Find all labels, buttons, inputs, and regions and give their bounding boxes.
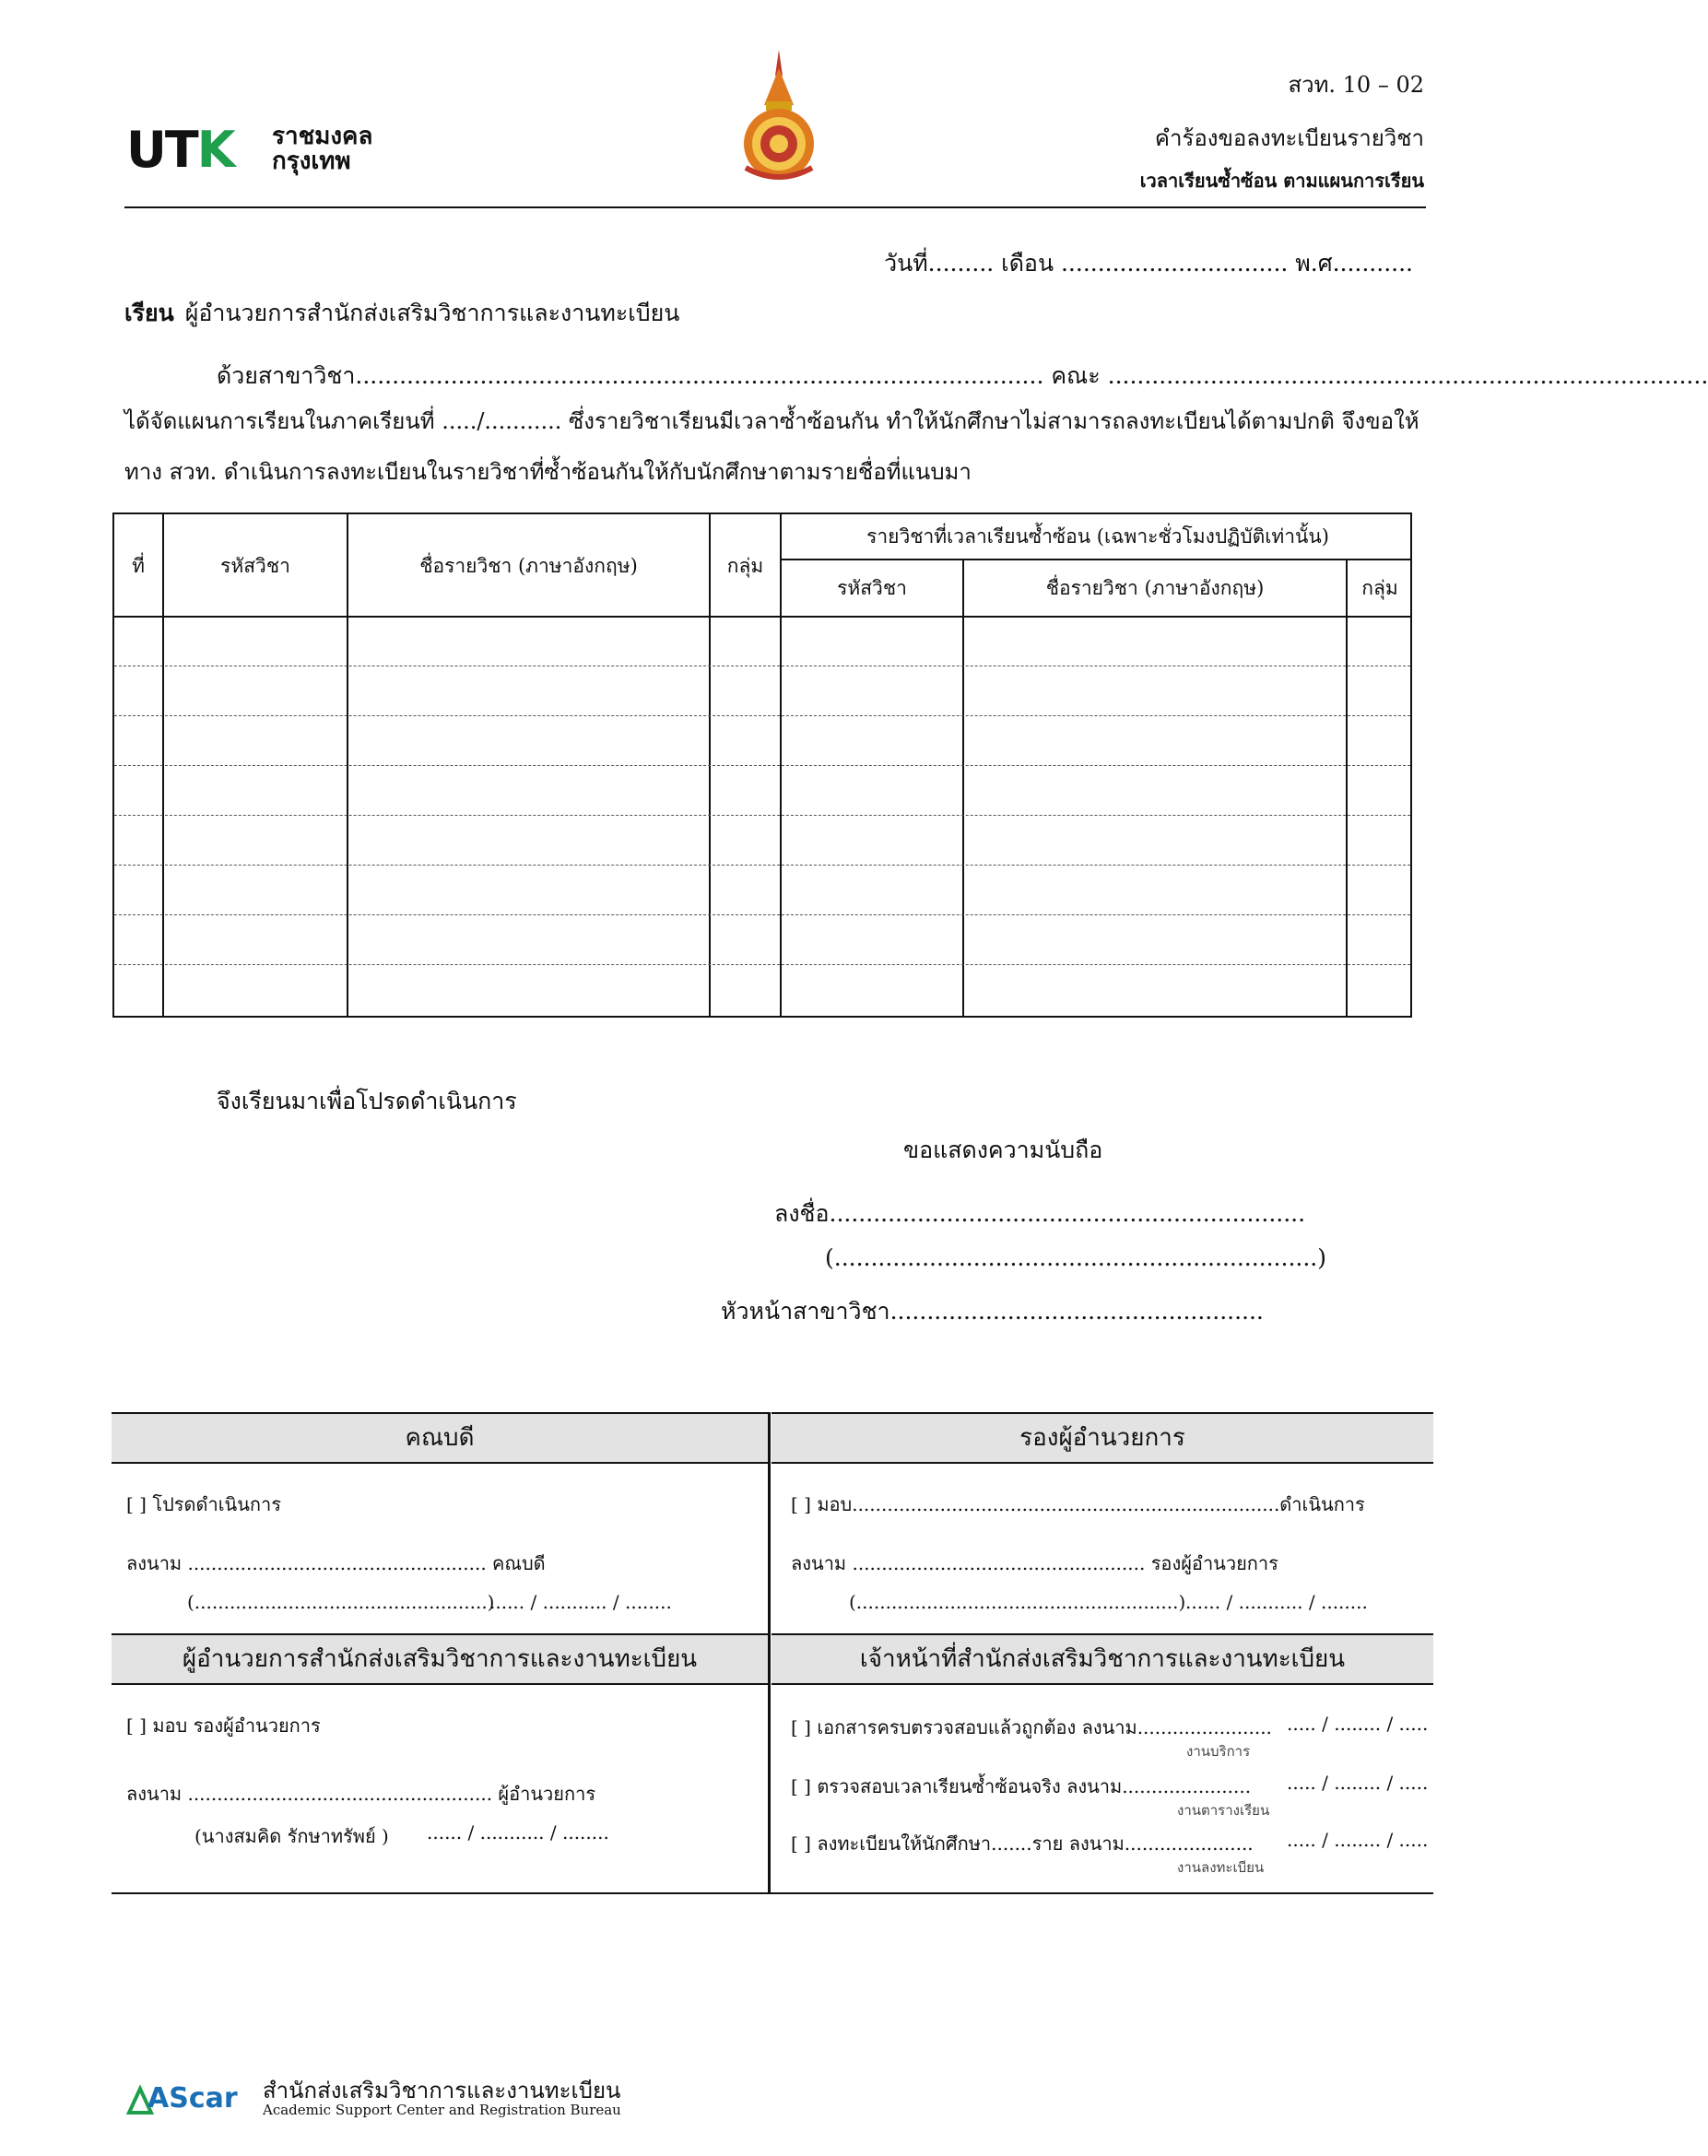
director-header: ผู้อำนวยการสำนักส่งเสริมวิชาการและงานทะเบียน bbox=[112, 1633, 768, 1685]
table-row-divider bbox=[114, 715, 1410, 716]
utk-logo-name bbox=[272, 124, 372, 174]
footer-office-name-th: สำนักส่งเสริมวิชาการและงานทะเบียน bbox=[263, 2078, 621, 2103]
column-header-group: กลุ่ม bbox=[726, 555, 764, 577]
plan-line[interactable]: ได้จัดแผนการเรียนในภาคเรียนที่ ...../........... ซึ่งรายวิชาเรียนมีเวลาซ้ำซ้อนกัน ทำให้นักศึกษาไม่สามารถลงทะเบียนได้ตามปกติ จึงขอให้ bbox=[124, 408, 1419, 434]
signature-name-line[interactable]: (..................................................................) bbox=[825, 1244, 1326, 1271]
ascar-logo-text: AScar bbox=[147, 2082, 238, 2115]
document-title: คำร้องขอลงทะเบียนรายวิชา bbox=[1154, 125, 1424, 151]
column-header-overlap-group: กลุ่ม bbox=[1361, 577, 1398, 599]
dean-approve-checkbox[interactable]: [ ] โปรดดำเนินการ bbox=[126, 1493, 281, 1515]
university-emblem bbox=[733, 48, 825, 184]
column-header-overlap-name: ชื่อรายวิชา (ภาษาอังกฤษ) bbox=[1045, 577, 1265, 599]
approval-section bbox=[112, 1412, 1433, 1894]
footer-office-name-en: Academic Support Center and Registration Bureau bbox=[263, 2102, 621, 2118]
course-overlap-table bbox=[112, 512, 1412, 1018]
column-header-overlap-code: รหัสวิชา bbox=[837, 577, 907, 599]
table-column-divider bbox=[1346, 560, 1348, 1016]
dean-date-line[interactable]: ...... / ........... / ........ bbox=[489, 1591, 672, 1613]
dean-sign-line[interactable]: ลงนาม ................................................... คณบดี bbox=[126, 1552, 546, 1574]
table-row-divider bbox=[114, 914, 1410, 915]
service-unit-label: งานบริการ bbox=[1186, 1743, 1251, 1760]
department-line[interactable]: ด้วยสาขาวิชา.............................................................................................. คณะ .................................................................................. bbox=[217, 362, 1708, 389]
dean-name-line[interactable]: (..................................................) bbox=[187, 1591, 495, 1613]
officer-header: เจ้าหน้าที่สำนักส่งเสริมวิชาการและงานทะเบียน bbox=[772, 1633, 1433, 1685]
signature-position-line[interactable]: หัวหน้าสาขาวิชา................................................... bbox=[721, 1298, 1264, 1325]
table-row-divider bbox=[114, 765, 1410, 766]
recipient-line bbox=[124, 295, 679, 332]
column-header-code: รหัสวิชา bbox=[220, 555, 290, 577]
signature-line[interactable]: ลงชื่อ................................................................. bbox=[774, 1200, 1306, 1227]
deputy-date-line[interactable]: ...... / ........... / ........ bbox=[1185, 1591, 1368, 1613]
table-subheader-line bbox=[780, 559, 1410, 560]
table-row-divider bbox=[114, 865, 1410, 866]
officer-verify-overlap[interactable]: [ ] ตรวจสอบเวลาเรียนซ้ำซ้อนจริง ลงนาม...................... bbox=[791, 1775, 1252, 1797]
officer-verify-overlap-date[interactable]: ..... / ........ / ..... bbox=[1287, 1772, 1429, 1794]
director-name: (นางสมคิด รักษาทรัพย์ ) bbox=[194, 1825, 389, 1847]
approval-bottom-rule bbox=[112, 1892, 1433, 1894]
ascar-logo bbox=[127, 2076, 256, 2116]
officer-check-documents-date[interactable]: ..... / ........ / ..... bbox=[1287, 1713, 1429, 1735]
header-divider bbox=[124, 206, 1426, 208]
overlap-section-header: รายวิชาที่เวลาเรียนซ้ำซ้อน (เฉพาะชั่วโมงปฏิบัติเท่านั้น) bbox=[866, 525, 1329, 548]
officer-register-students[interactable]: [ ] ลงทะเบียนให้นักศึกษา.......ราย ลงนาม...................... bbox=[791, 1832, 1254, 1855]
deputy-sign-line[interactable]: ลงนาม .................................................. รองผู้อำนวยการ bbox=[791, 1552, 1278, 1574]
document-subtitle: เวลาเรียนซ้ำซ้อน ตามแผนการเรียน bbox=[1139, 170, 1424, 192]
document-code: สวท. 10 – 02 bbox=[1288, 72, 1424, 98]
plan-line-2: ทาง สวท. ดำเนินการลงทะเบียนในรายวิชาที่ซ้ำซ้อนกันให้กับนักศึกษาตามรายชื่อที่แนบมา bbox=[124, 459, 972, 485]
table-column-divider bbox=[962, 560, 964, 1016]
deputy-assign-checkbox[interactable]: [ ] มอบ.........................................................................ดำเนินการ bbox=[791, 1493, 1365, 1515]
dean-header: คณบดี bbox=[112, 1412, 768, 1464]
director-sign-line[interactable]: ลงนาม .................................................... ผู้อำนวยการ bbox=[126, 1783, 596, 1805]
utk-logo-name-line2: กรุงเทพ bbox=[272, 147, 351, 175]
deputy-name-line[interactable]: (.......................................................) bbox=[849, 1591, 1186, 1613]
table-row-divider bbox=[114, 964, 1410, 965]
utk-logo-mark-k: K bbox=[196, 121, 234, 179]
utk-logo bbox=[126, 123, 403, 178]
director-date-line[interactable]: ...... / ........... / ........ bbox=[427, 1821, 609, 1844]
table-header-bottom-line bbox=[114, 616, 1410, 618]
regards-text: ขอแสดงความนับถือ bbox=[903, 1137, 1103, 1163]
officer-check-documents[interactable]: [ ] เอกสารครบตรวจสอบแล้วถูกต้อง ลงนาม....................... bbox=[791, 1716, 1272, 1738]
deputy-header: รองผู้อำนวยการ bbox=[772, 1412, 1433, 1464]
column-header-name: ชื่อรายวิชา (ภาษาอังกฤษ) bbox=[419, 555, 638, 577]
table-row-divider bbox=[114, 815, 1410, 816]
registration-unit-label: งานลงทะเบียน bbox=[1177, 1859, 1265, 1876]
utk-logo-name-line1: ราชมงคล bbox=[272, 123, 373, 150]
recipient-label: เรียน bbox=[124, 300, 174, 326]
approval-center-divider bbox=[768, 1412, 771, 1893]
officer-register-students-date[interactable]: ..... / ........ / ..... bbox=[1287, 1829, 1429, 1851]
column-header-no: ที่ bbox=[132, 555, 145, 577]
recipient-value: ผู้อำนวยการสำนักส่งเสริมวิชาการและงานทะเบียน bbox=[184, 300, 680, 326]
utk-logo-mark: UTK bbox=[126, 121, 234, 179]
date-line[interactable]: วันที่......... เดือน ............................... พ.ศ........... bbox=[884, 250, 1413, 277]
director-assign-checkbox[interactable]: [ ] มอบ รองผู้อำนวยการ bbox=[126, 1714, 321, 1737]
timetable-unit-label: งานตารางเรียน bbox=[1177, 1802, 1270, 1819]
closing-text: จึงเรียนมาเพื่อโปรดดำเนินการ bbox=[217, 1088, 517, 1114]
